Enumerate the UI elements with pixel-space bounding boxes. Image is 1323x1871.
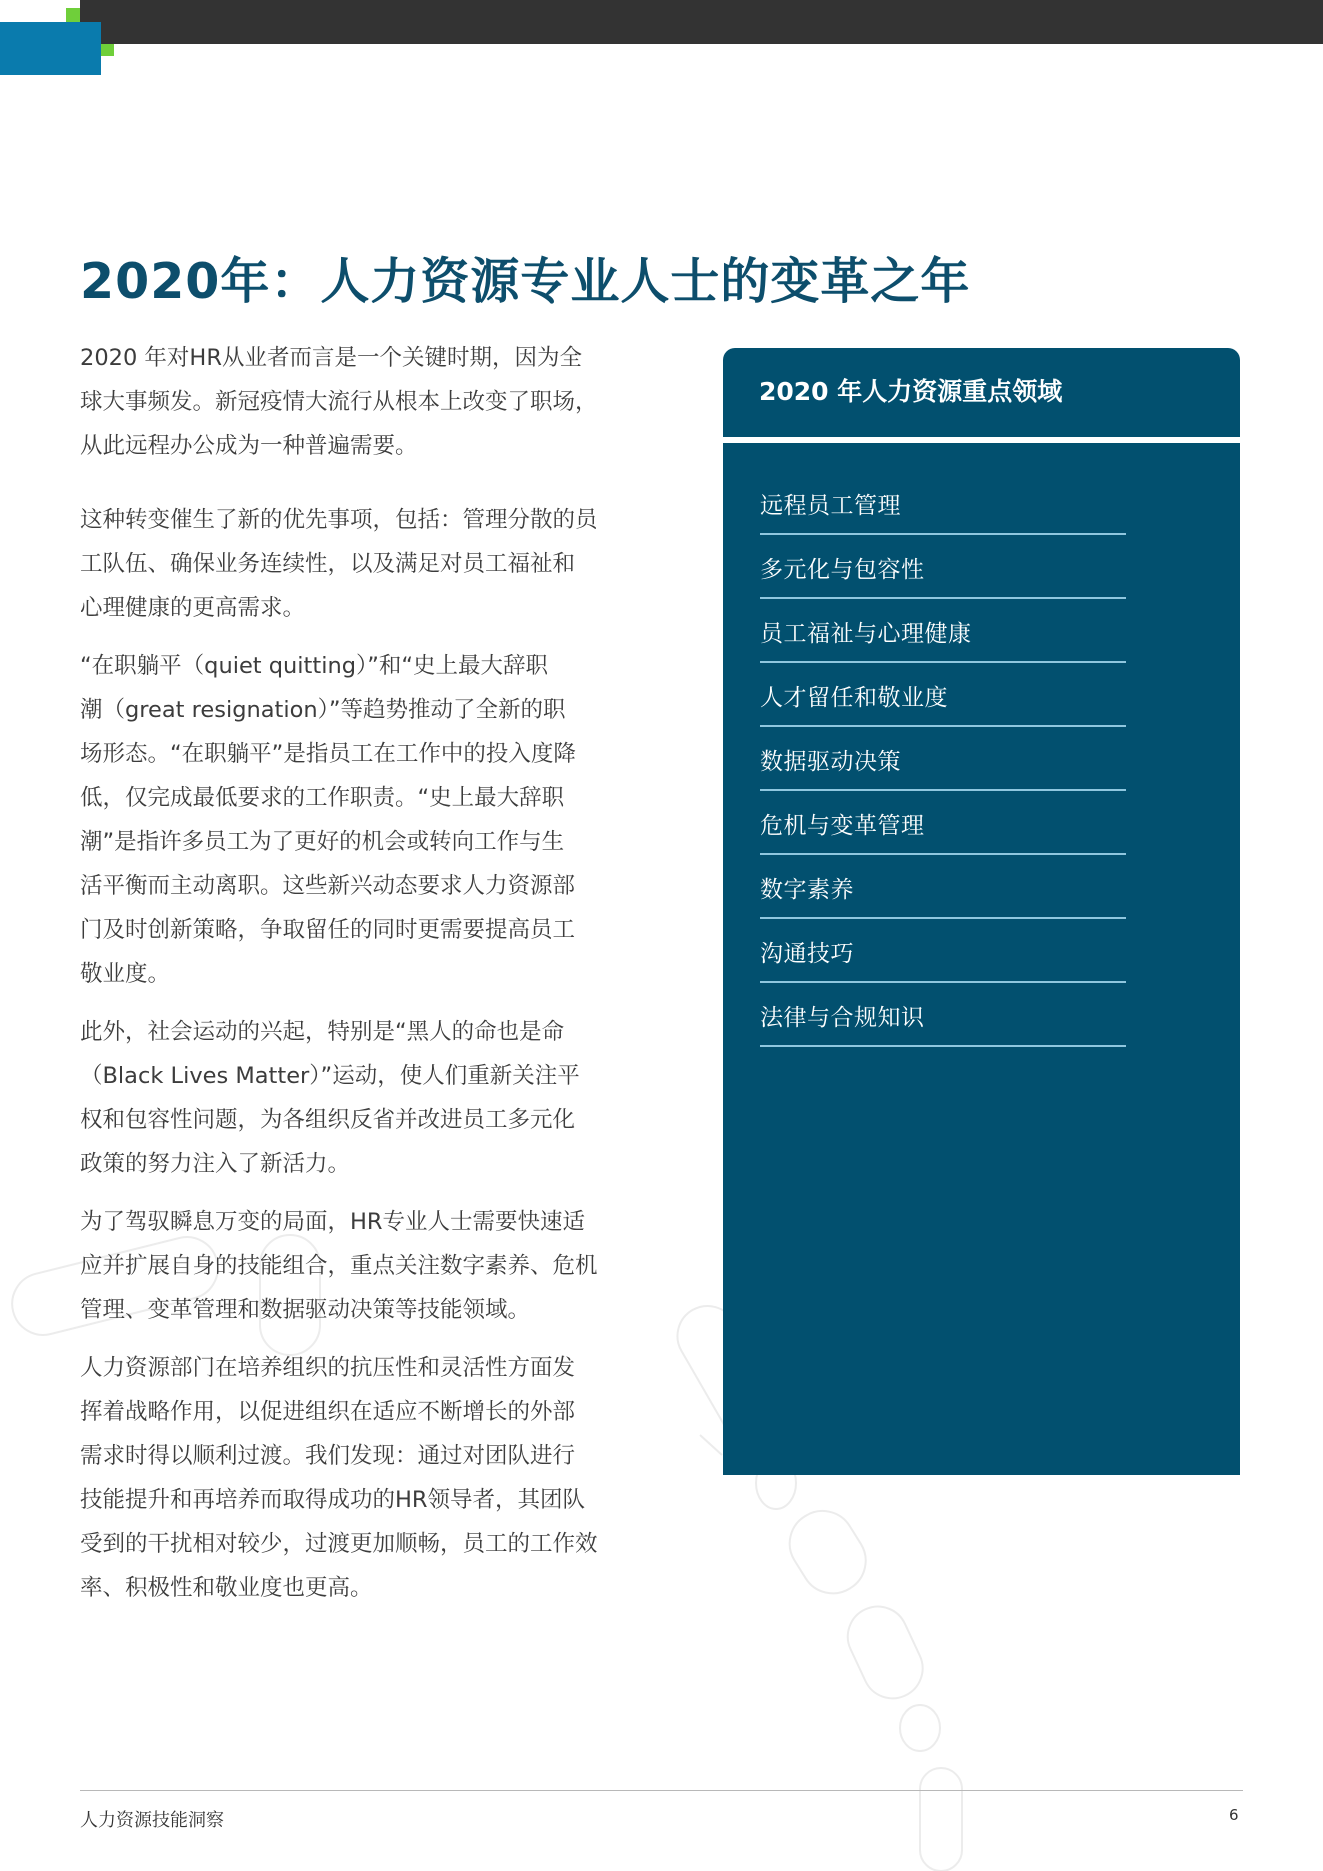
- body-text-column: [80, 336, 650, 1624]
- text-line: 心理健康的更高需求。: [80, 595, 306, 621]
- focus-item-label: 数字素养: [760, 877, 854, 903]
- paragraph-2: [80, 498, 650, 630]
- page-number: 6: [1229, 1806, 1239, 1824]
- focus-item-label: 沟通技巧: [760, 941, 854, 967]
- paragraph-4: [80, 1010, 650, 1186]
- text-line: 管理、变革管理和数据驱动决策等技能领域。: [80, 1297, 531, 1323]
- footer-doc-title: 人力资源技能洞察: [80, 1810, 224, 1831]
- text-line: 门及时创新策略，争取留任的同时更需要提高员工: [80, 917, 576, 943]
- text-line: 政策的努力注入了新活力。: [80, 1151, 351, 1177]
- focus-item-retention-engagement: [760, 663, 1126, 727]
- focus-item-diversity-inclusion: [760, 535, 1126, 599]
- text-line: 受到的干扰相对较少，过渡更加顺畅，员工的工作效: [80, 1531, 598, 1557]
- footer-divider: [80, 1790, 1243, 1791]
- focus-item-label: 人才留任和敬业度: [760, 685, 948, 711]
- paragraph-5: [80, 1200, 650, 1332]
- text-line: 权和包容性问题，为各组织反省并改进员工多元化: [80, 1107, 576, 1133]
- top-header-bar: [80, 0, 1323, 44]
- text-line: 率、积极性和敬业度也更高。: [80, 1575, 373, 1601]
- text-line: 2020 年对HR从业者而言是一个关键时期，因为全: [80, 345, 582, 371]
- text-line: 潮（great resignation）”等趋势推动了全新的职: [80, 697, 566, 723]
- text-line: 球大事频发。新冠疫情大流行从根本上改变了职场，: [80, 389, 598, 415]
- focus-item-legal-compliance: [760, 983, 1126, 1047]
- text-line: 应并扩展自身的技能组合，重点关注数字素养、危机: [80, 1253, 598, 1279]
- text-line: 活平衡而主动离职。这些新兴动态要求人力资源部: [80, 873, 576, 899]
- page-title: 2020年：人力资源专业人士的变革之年: [80, 253, 971, 310]
- focus-item-label: 员工福祉与心理健康: [760, 621, 972, 647]
- text-line: （Black Lives Matter）”运动，使人们重新关注平: [80, 1063, 580, 1089]
- paragraph-1: [80, 336, 650, 468]
- focus-item-label: 多元化与包容性: [760, 557, 925, 583]
- text-line: 为了驾驭瞬息万变的局面，HR专业人士需要快速适: [80, 1209, 586, 1235]
- brand-green-square: [101, 44, 114, 56]
- brand-blue-block: [0, 22, 101, 75]
- focus-item-label: 远程员工管理: [760, 493, 901, 519]
- text-line: 需求时得以顺利过渡。我们发现：通过对团队进行: [80, 1443, 576, 1469]
- text-line: 从此远程办公成为一种普遍需要。: [80, 433, 418, 459]
- text-line: 低，仅完成最低要求的工作职责。“史上最大辞职: [80, 785, 565, 811]
- text-line: 工队伍、确保业务连续性，以及满足对员工福祉和: [80, 551, 576, 577]
- text-line: 人力资源部门在培养组织的抗压性和灵活性方面发: [80, 1355, 576, 1381]
- text-line: 技能提升和再培养而取得成功的HR领导者，其团队: [80, 1487, 586, 1513]
- focus-item-crisis-change: [760, 791, 1126, 855]
- focus-item-data-driven: [760, 727, 1126, 791]
- focus-areas-title: 2020 年人力资源重点领域: [759, 377, 1063, 406]
- text-line: 这种转变催生了新的优先事项，包括：管理分散的员: [80, 507, 598, 533]
- text-line: 场形态。“在职躺平”是指员工在工作中的投入度降: [80, 741, 576, 767]
- text-line: 敬业度。: [80, 961, 171, 987]
- focus-item-label: 危机与变革管理: [760, 813, 925, 839]
- text-line: 潮”是指许多员工为了更好的机会或转向工作与生: [80, 829, 565, 855]
- focus-item-communication: [760, 919, 1126, 983]
- paragraph-3: [80, 644, 650, 996]
- focus-areas-body: [723, 443, 1240, 1475]
- focus-item-digital-literacy: [760, 855, 1126, 919]
- focus-areas-box: [723, 348, 1240, 1475]
- focus-item-label: 法律与合规知识: [760, 1005, 925, 1031]
- brand-green-square: [66, 8, 80, 22]
- focus-areas-list: [723, 471, 1240, 1047]
- focus-item-remote-workforce: [760, 471, 1126, 535]
- focus-item-wellbeing: [760, 599, 1126, 663]
- paragraph-6: [80, 1346, 650, 1610]
- focus-areas-header: [723, 348, 1240, 437]
- text-line: 此外，社会运动的兴起，特别是“黑人的命也是命: [80, 1019, 565, 1045]
- focus-item-label: 数据驱动决策: [760, 749, 901, 775]
- text-line: “在职躺平（quiet quitting）”和“史上最大辞职: [80, 653, 549, 679]
- text-line: 挥着战略作用，以促进组织在适应不断增长的外部: [80, 1399, 576, 1425]
